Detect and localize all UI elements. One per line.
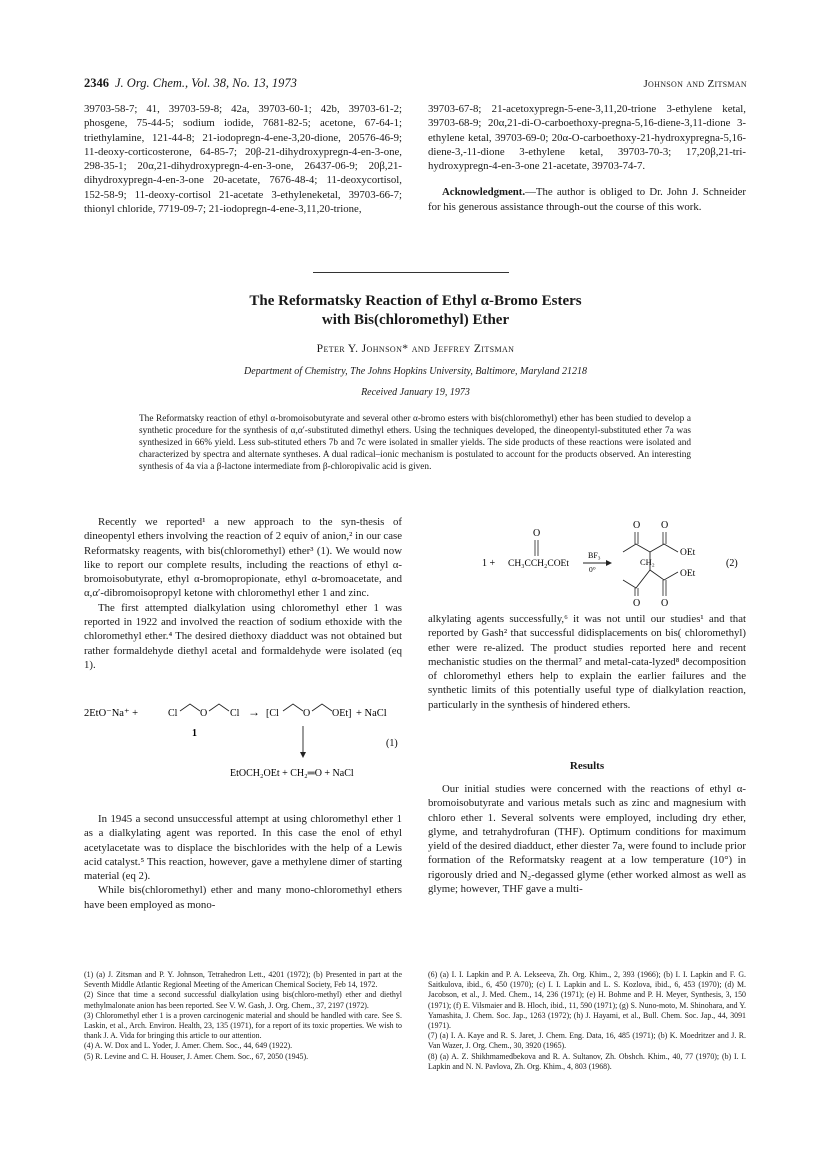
paragraph-first-attempt: The first attempted dialkylation using chloromethyl ether 1 was reported in 1922 and involved the reaction of sodium ethoxide with the chloromethyl ether.⁴ The desired diethoxy diadduct was not obtained but rather formaldehyde diethyl acetal and formaldehyde were isolated (eq 1). — [84, 601, 402, 671]
eq2-product-oxygen-2: O — [661, 520, 669, 531]
eq2-reactant: CH₃CCH₂COEt — [508, 559, 569, 569]
eq1-cl-right: Cl — [230, 708, 240, 719]
eq2-arrow-head — [606, 560, 612, 566]
eq1-int-bond-left — [283, 704, 303, 711]
footnote: (8) (a) A. Z. Shikhmamedbekova and R. A. Sultanov, Zh. Obshch. Khim., 40, 77 (1970); (b) I. I. Lapkin and N. N. Pavlova, Zh. Org. Khim., 4, 803 (1968). — [428, 1051, 746, 1071]
eq2-oet-1: OEt — [680, 548, 696, 558]
eq2-oet-2: OEt — [680, 569, 696, 579]
prev-article-left-column — [84, 102, 402, 216]
eq2-product-chain-top — [623, 544, 678, 552]
running-header-authors: Johnson and Zitsman — [643, 78, 747, 90]
eq1-arrow: → — [248, 705, 260, 719]
eq1-number: (1) — [386, 738, 398, 749]
eq1-intermediate-close: OEt] — [332, 708, 352, 719]
footnotes-right — [428, 970, 746, 1072]
footnote: (6) (a) I. I. Lapkin and P. A. Lekseeva, Zh. Org. Khim., 2, 393 (1966); (b) I. I. Lapkin and F. G. Saitkulova, ibid., 6, 450 (1970); (c) I. I. Lapkin and L. S. Kozlova, ibid., 6, 453 (1970); (d) M. Jacobson, et al., J. Med. Chem., 14, 236 (1971); (e) H. Bohme and P. H. Meyer, Synthesis, 3, 150 (1971); (f) E. Vilsmaier and B. Hloch, ibid., 11, 590 (1971); (g) S. Nuno-moto, M. Shinohara, and Y. Yamashita, J. Chem. Soc. Jap., 1263 (1972); (h) J. Hayami, et al., Bull. Chem. Soc. Jap., 44, 3091 (1971). — [428, 970, 746, 1031]
paragraph-alkylating-agents: alkylating agents successfully,⁶ it was not until our studies¹ and that reported by Gash² that successful didisplacements on bis( chloromethyl) ether were re-alized. The product studies reported here and recent mechanistic studies on the thermal⁷ and metal-cata-lyzed⁸ decomposition of chloromethyl ethers help to explain the earlier failures and the synthetic limits of this potentially useful type of dialkylation reaction, particularly in the synthesis of hindered ethers. — [428, 613, 746, 711]
prev-article-right-column — [428, 102, 746, 214]
section-heading-results: Results — [569, 760, 605, 772]
eq2-temperature: 0° — [589, 565, 596, 574]
footnote: (7) (a) I. A. Kaye and R. S. Jaret, J. Chem. Eng. Data, 16, 485 (1971); (b) K. Moedritzer and J. R. Van Wazer, J. Org. Chem., 30, 3920 (1965). — [428, 1031, 746, 1051]
paragraph-1945: In 1945 a second unsuccessful attempt at using chloromethyl ether 1 as a dialkylating agent was reported. In this case the enol of ethyl acetylacetate was to displace the bischlorides with the help of a Lewis acid catalyst.⁵ This reaction, however, gave a methylene dimer of starting material (eq 2). — [84, 813, 402, 883]
paragraph-initial-studies: Our initial studies were concerned with the reactions of ethyl α-bromoisobutyrate and various metals such as zinc and magnesium with chloro ether 1. Several solvents were employed, including dry ether, glyme, and tetrahydrofuran (THF). Optimum conditions for maximum yield of the desired diadduct, ether diester 7a, were found to include prior formation of the Reformatsky reagent at a low temperature (10°) in rigorously dried and N₂-degassed glyme (ether worked almost as well as glyme; however, THF gave a multi- — [428, 783, 746, 896]
affiliation: Department of Chemistry, The Johns Hopkins University, Baltimore, Maryland 21218 — [244, 366, 587, 377]
body-left-top — [84, 515, 402, 672]
body-left-bottom — [84, 812, 402, 912]
eq1-plus-nacl: + NaCl — [356, 708, 387, 719]
equation-2 — [428, 518, 746, 608]
eq2-product-oxygen-3: O — [633, 598, 641, 608]
registry-numbers-right: 39703-67-8; 21-acetoxypregn-5-ene-3,11,20-trione 3-ethylene ketal, 39703-68-9; 20α,21-di-O-carboethoxy-pregna-5,16-diene-3,11-dione 3-ethylene ketal, 39703-69-0; 20α-O-carboethoxy-21-hydroxypregna-5,16-diene-3,-11-dione 3-ethylene ketal, 39703-70-3; 17,20β,21-tri-hydroxypregn-4-en-3-one 21-acetate, 39703-74-7. — [428, 103, 746, 173]
registry-numbers-left: 39703-58-7; 41, 39703-59-8; 42a, 39703-60-1; 42b, 39703-61-2; phosgene, 75-44-5; sodium iodide, 7681-82-5; acetone, 67-64-1; triethylamine, 121-44-8; 21-iodopregn-4-ene-3,20-dione, 20576-46-9; 11-deoxy-corticosterone, 64-85-7; 20β-21-dihydroxypregn-4-en-3-one, 298-35-1; 20α,21-dihydroxypregn-4-en-3-one, 26437-06-9; 20β,21-dihydroxypregn-4-en-3-one 20-acetate, 7676-48-4; 11-deoxycortisol, 152-58-9; 11-deoxy-cortisol 21-acetate 3-ethyleneketal, 39703-66-7; thionyl chloride, 7719-09-7; 21-iodopregn-4-ene-3,11,20-trione, — [84, 103, 402, 216]
footnote: (1) (a) J. Zitsman and P. Y. Johnson, Tetrahedron Lett., 4201 (1972); (b) Presented in part at the Seventh Middle Atlantic Regional Meeting of the American Chemical Society, Feb 14, 1972. — [84, 970, 402, 990]
article-separator-rule — [313, 272, 509, 273]
acknowledgment-text: —The author is obliged to Dr. John J. Schneider for his generous assistance through-out the course of this work. — [428, 186, 746, 213]
acknowledgment — [428, 185, 746, 214]
eq1-intermediate-open: [Cl — [266, 708, 279, 719]
eq1-products: EtOCH₂OEt + CH₂═O + NaCl — [230, 768, 354, 779]
title-line-1: The Reformatsky Reaction of Ethyl α-Bromo Esters — [249, 293, 582, 309]
footnote: (2) Since that time a second successful dialkylation using bis(chloro-methyl) ether and diethyl methylmalonate anion has been reported. See V. W. Gash, J. Org. Chem., 37, 2197 (1972). — [84, 990, 402, 1010]
article-title — [120, 292, 711, 330]
eq2-number: (2) — [726, 558, 738, 569]
footnote: (5) R. Levine and C. H. Houser, J. Amer. Chem. Soc., 67, 2050 (1945). — [84, 1051, 309, 1061]
footnote: (4) A. W. Dox and L. Yoder, J. Amer. Chem. Soc., 44, 649 (1922). — [84, 1041, 293, 1051]
acknowledgment-label: Acknowledgment. — [442, 186, 526, 199]
eq1-bond-right — [209, 704, 229, 711]
eq2-reactant-oxygen: O — [533, 528, 541, 539]
eq2-methylene: CH₂ — [640, 557, 655, 567]
eq2-product-oxygen-4: O — [661, 598, 669, 608]
eq2-prefix: 1 + — [482, 558, 496, 569]
equation-1 — [84, 700, 402, 810]
eq1-bond-left — [180, 704, 200, 711]
eq1-compound-label: 1 — [192, 728, 197, 739]
paragraph-monoalkylation: While bis(chloromethyl) ether and many mono-chloromethyl ethers have been employed as mono- — [84, 884, 402, 911]
eq2-catalyst: BF₃ — [588, 551, 601, 560]
eq1-cl-left: Cl — [168, 708, 178, 719]
journal-citation: J. Org. Chem., Vol. 38, No. 13, 1973 — [115, 76, 297, 90]
body-right-bottom — [428, 782, 746, 896]
footnotes-left — [84, 970, 402, 1062]
eq2-product-chain-bottom — [623, 570, 678, 588]
eq1-down-arrow-head — [300, 752, 306, 758]
eq1-int-bond-right — [312, 704, 332, 711]
page-number: 2346 — [84, 76, 109, 90]
eq1-reactant: 2EtO⁻Na⁺ + — [84, 708, 139, 719]
author-list: Peter Y. Johnson* and Jeffrey Zitsman — [316, 343, 515, 355]
title-line-2: with Bis(chloromethyl) Ether — [321, 312, 510, 328]
eq2-product-oxygen-1: O — [633, 520, 641, 531]
eq1-intermediate-oxygen: O — [303, 708, 311, 719]
abstract: The Reformatsky reaction of ethyl α-bromoisobutyrate and several other α-bromo esters with bis(chloromethyl) ether has been studied to develop a synthetic procedure for the synthesis of α,α′-substituted dimethyl ethers. Using the techniques developed, the dineopentyl-substituted ether 7a was synthesized in 66% yield. Less sub-stituted ethers 7b and 7c were isolated in smaller yields. The side products of these reactions were isolated and characterized by spectra and alternate syntheses. A dual radical–ionic mechanism is postulated to account for the products observed. An interesting synthesis of 4a via a β-lactone intermediate from β-chloropivalic acid is given. — [139, 414, 691, 472]
footnote: (3) Chloromethyl ether 1 is a proven carcinogenic material and should be handled with care. See S. Laskin, et al., Arch. Environ. Health, 23, 135 (1971), for a report of its toxic properties. We wish to thank J. A. Vida for bringing this article to our attention. — [84, 1010, 402, 1041]
received-date: Received January 19, 1973 — [361, 387, 470, 398]
eq1-oxygen: O — [200, 708, 208, 719]
paragraph-intro: Recently we reported¹ a new approach to the syn-thesis of dineopentyl ethers involving the reaction of 2 equiv of anion,² in our case Reformatsky reagents, with bis(chloromethyl) ether³ (1). We would now like to report our complete results, including the reactions of ethyl α-bromoisobutyrate, ethyl α-bromopropionate, ethyl α-bromoacetate, and α,α′-dibromoisopropyl ketone with chloromethyl ether 1 and zinc. — [84, 516, 402, 600]
running-header-left — [84, 76, 297, 91]
body-right-top — [428, 612, 746, 712]
